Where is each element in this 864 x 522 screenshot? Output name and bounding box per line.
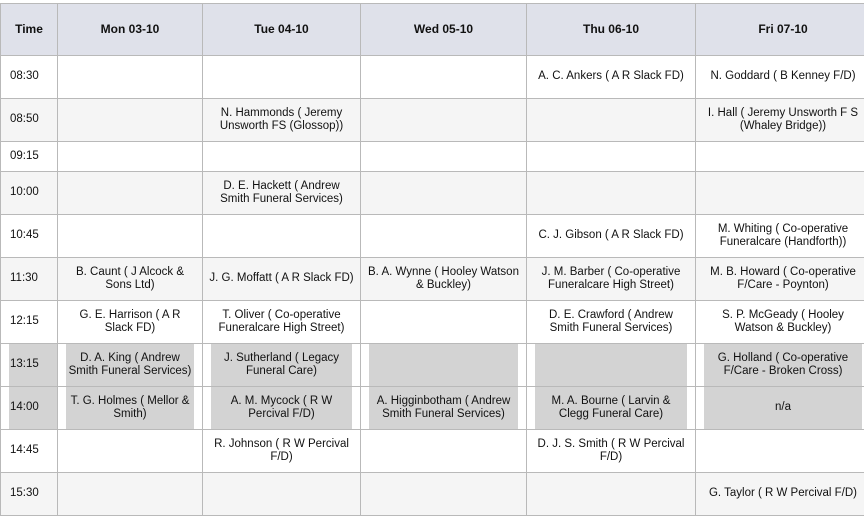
table-row — [1, 430, 864, 473]
slot-cell[interactable]: C. J. Gibson ( A R Slack FD) — [527, 215, 696, 258]
slot-cell[interactable] — [203, 473, 361, 516]
time-cell: 09:15 — [1, 142, 58, 172]
slot-text: A. M. Mycock ( R W Percival F/D) — [211, 387, 352, 429]
slot-text: n/a — [704, 387, 862, 429]
slot-cell[interactable] — [361, 56, 527, 99]
slot-cell[interactable]: A. C. Ankers ( A R Slack FD) — [527, 56, 696, 99]
slot-cell[interactable] — [361, 142, 527, 172]
slot-text: J. Sutherland ( Legacy Funeral Care) — [211, 344, 352, 386]
slot-cell[interactable]: B. A. Wynne ( Hooley Watson & Buckley) — [361, 258, 527, 301]
table-row — [1, 258, 864, 301]
slot-text — [535, 344, 687, 386]
slot-cell[interactable]: D. J. S. Smith ( R W Percival F/D) — [527, 430, 696, 473]
slot-text: M. A. Bourne ( Larvin & Clegg Funeral Care) — [535, 387, 687, 429]
slot-cell[interactable] — [361, 387, 527, 430]
header-tue: Tue 04-10 — [203, 4, 361, 56]
slot-cell[interactable] — [58, 387, 203, 430]
time-cell: 14:45 — [1, 430, 58, 473]
time-cell — [1, 387, 58, 430]
slot-text: T. G. Holmes ( Mellor & Smith) — [66, 387, 194, 429]
slot-text: D. A. King ( Andrew Smith Funeral Services) — [66, 344, 194, 386]
header-mon: Mon 03-10 — [58, 4, 203, 56]
slot-cell[interactable] — [696, 142, 864, 172]
slot-cell[interactable]: J. G. Moffatt ( A R Slack FD) — [203, 258, 361, 301]
slot-cell[interactable] — [361, 430, 527, 473]
header-time: Time — [1, 4, 58, 56]
slot-cell[interactable] — [203, 56, 361, 99]
slot-cell[interactable]: T. Oliver ( Co-operative Funeralcare High Street) — [203, 301, 361, 344]
table-row — [1, 344, 864, 387]
slot-cell[interactable] — [361, 344, 527, 387]
slot-cell[interactable] — [58, 142, 203, 172]
slot-cell[interactable] — [203, 142, 361, 172]
slot-cell[interactable] — [527, 172, 696, 215]
slot-cell[interactable] — [203, 387, 361, 430]
slot-cell[interactable] — [527, 99, 696, 142]
slot-cell[interactable]: G. Taylor ( R W Percival F/D) — [696, 473, 864, 516]
slot-cell[interactable] — [361, 99, 527, 142]
slot-cell[interactable] — [696, 430, 864, 473]
table-row — [1, 473, 864, 516]
slot-cell[interactable]: J. M. Barber ( Co-operative Funeralcare High Street) — [527, 258, 696, 301]
table-row — [1, 172, 864, 215]
time-label: 14:00 — [9, 387, 57, 429]
slot-cell[interactable]: I. Hall ( Jeremy Unsworth F S (Whaley Bridge)) — [696, 99, 864, 142]
table-row — [1, 215, 864, 258]
slot-cell[interactable]: S. P. McGeady ( Hooley Watson & Buckley) — [696, 301, 864, 344]
slot-cell[interactable]: R. Johnson ( R W Percival F/D) — [203, 430, 361, 473]
slot-cell[interactable] — [527, 387, 696, 430]
slot-cell[interactable]: N. Hammonds ( Jeremy Unsworth FS (Glossop)) — [203, 99, 361, 142]
slot-cell[interactable] — [203, 344, 361, 387]
slot-text: A. Higginbotham ( Andrew Smith Funeral Services) — [369, 387, 518, 429]
table-row — [1, 56, 864, 99]
slot-cell[interactable] — [361, 172, 527, 215]
slot-cell[interactable] — [58, 172, 203, 215]
slot-cell[interactable] — [361, 301, 527, 344]
slot-cell[interactable]: M. Whiting ( Co-operative Funeralcare (Handforth)) — [696, 215, 864, 258]
slot-cell[interactable] — [58, 215, 203, 258]
time-cell: 15:30 — [1, 473, 58, 516]
table-row — [1, 301, 864, 344]
slot-cell[interactable]: G. E. Harrison ( A R Slack FD) — [58, 301, 203, 344]
funeral-schedule-table — [0, 3, 864, 516]
table-row — [1, 142, 864, 172]
slot-cell[interactable] — [203, 215, 361, 258]
header-wed: Wed 05-10 — [361, 4, 527, 56]
slot-cell[interactable]: D. E. Crawford ( Andrew Smith Funeral Services) — [527, 301, 696, 344]
slot-cell[interactable] — [361, 215, 527, 258]
slot-cell[interactable] — [696, 344, 864, 387]
time-cell: 08:30 — [1, 56, 58, 99]
time-cell: 10:00 — [1, 172, 58, 215]
time-cell: 11:30 — [1, 258, 58, 301]
time-cell: 12:15 — [1, 301, 58, 344]
slot-cell[interactable] — [58, 473, 203, 516]
slot-cell[interactable]: N. Goddard ( B Kenney F/D) — [696, 56, 864, 99]
time-cell — [1, 344, 58, 387]
time-cell: 10:45 — [1, 215, 58, 258]
time-label: 13:15 — [9, 344, 57, 386]
slot-cell[interactable] — [527, 473, 696, 516]
slot-cell[interactable] — [361, 473, 527, 516]
header-thu: Thu 06-10 — [527, 4, 696, 56]
table-row — [1, 387, 864, 430]
slot-text — [369, 344, 518, 386]
slot-cell[interactable] — [527, 344, 696, 387]
table-row — [1, 99, 864, 142]
slot-cell[interactable]: M. B. Howard ( Co-operative F/Care - Poynton) — [696, 258, 864, 301]
slot-cell[interactable] — [58, 344, 203, 387]
slot-cell[interactable] — [696, 172, 864, 215]
slot-cell[interactable] — [58, 99, 203, 142]
slot-cell[interactable] — [527, 142, 696, 172]
time-cell: 08:50 — [1, 99, 58, 142]
slot-cell[interactable] — [58, 56, 203, 99]
slot-cell[interactable]: D. E. Hackett ( Andrew Smith Funeral Services) — [203, 172, 361, 215]
header-fri: Fri 07-10 — [696, 4, 864, 56]
slot-text: G. Holland ( Co-operative F/Care - Broken Cross) — [704, 344, 862, 386]
slot-cell[interactable] — [696, 387, 864, 430]
slot-cell[interactable]: B. Caunt ( J Alcock & Sons Ltd) — [58, 258, 203, 301]
slot-cell[interactable] — [58, 430, 203, 473]
header-row — [1, 4, 864, 56]
